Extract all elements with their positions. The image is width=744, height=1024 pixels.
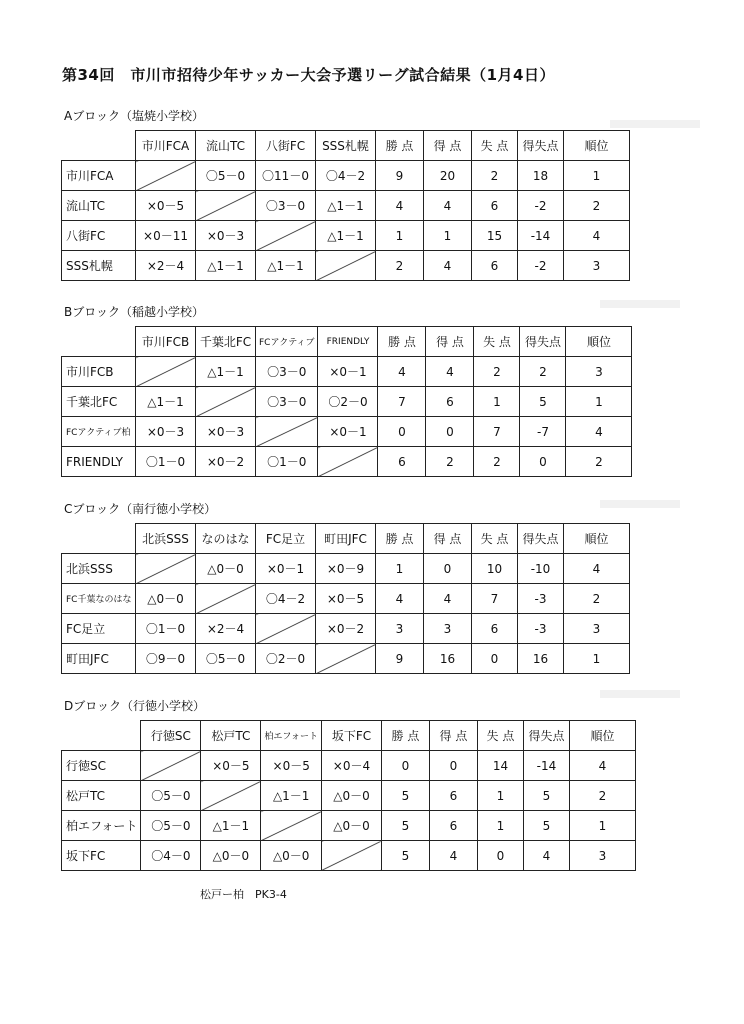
rank: 4 [564,221,630,251]
rank: 1 [569,811,635,841]
stat-header-goal-diff: 得失点 [518,524,564,554]
diagonal-cell [136,357,196,387]
match-result: ×0－5 [201,751,261,781]
points: 5 [381,811,429,841]
match-result: ×0－3 [196,221,256,251]
goals-for: 6 [429,781,477,811]
opponent-header: 市川FCB [136,327,196,357]
match-result: △1－1 [316,221,376,251]
goal-difference: -7 [520,417,566,447]
match-result: △1－1 [201,811,261,841]
show-through-mark [600,500,680,508]
diagonal-cell [261,811,322,841]
goal-difference: -3 [518,584,564,614]
stat-header-goal-diff: 得失点 [523,721,569,751]
goals-for: 4 [424,191,472,221]
corner-cell [62,721,141,751]
goal-difference: -14 [518,221,564,251]
table-row [62,417,632,447]
stat-header-goals-against: 失 点 [474,327,520,357]
table-row [62,161,630,191]
match-result: 〇1－0 [136,614,196,644]
table-row [62,584,630,614]
rank: 2 [564,584,630,614]
stat-header-goals-against: 失 点 [477,721,523,751]
goal-difference: 2 [520,357,566,387]
opponent-header: 行徳SC [141,721,201,751]
table-row [62,357,632,387]
match-result: ×0－3 [136,417,196,447]
match-result: 〇4－2 [316,161,376,191]
stat-header-goals-for: 得 点 [424,524,472,554]
stat-header-rank: 順位 [564,131,630,161]
team-name: 北浜SSS [62,554,136,584]
goals-against: 1 [474,387,520,417]
goals-for: 0 [429,751,477,781]
points: 4 [378,357,426,387]
match-result: 〇11－0 [256,161,316,191]
table-row [62,781,636,811]
show-through-mark [600,300,680,308]
match-result: ×0－2 [316,614,376,644]
match-result: △1－1 [196,357,256,387]
rank: 4 [569,751,635,781]
diagonal-cell [321,841,381,871]
points: 5 [381,781,429,811]
match-result: ×0－4 [321,751,381,781]
corner-cell [62,524,136,554]
match-result: 〇2－0 [318,387,378,417]
match-result: ×0－1 [318,357,378,387]
match-result: ×0－5 [136,191,196,221]
goal-difference: -3 [518,614,564,644]
goals-against: 1 [477,781,523,811]
goals-for: 4 [424,251,472,281]
header-row [62,721,636,751]
match-result: △1－1 [196,251,256,281]
stat-header-goal-diff: 得失点 [518,131,564,161]
stat-header-goals-against: 失 点 [472,524,518,554]
team-name: 市川FCA [62,161,136,191]
goals-against: 2 [474,447,520,477]
team-name: 千葉北FC [62,387,136,417]
match-result: ×0－5 [261,751,322,781]
goals-against: 1 [477,811,523,841]
match-result: △0－0 [321,781,381,811]
rank: 3 [564,614,630,644]
diagonal-cell [136,161,196,191]
team-name: SSS札幌 [62,251,136,281]
diagonal-cell [256,614,316,644]
diagonal-cell [196,191,256,221]
rank: 1 [564,161,630,191]
stat-header-points: 勝 点 [378,327,426,357]
goal-difference: 4 [523,841,569,871]
match-result: △0－0 [136,584,196,614]
goals-against: 6 [472,191,518,221]
opponent-header: 北浜SSS [136,524,196,554]
results-table [61,130,630,281]
show-through-mark [610,120,700,128]
table-row [62,644,630,674]
opponent-header: SSS札幌 [316,131,376,161]
goals-for: 1 [424,221,472,251]
goals-for: 4 [424,584,472,614]
goal-difference: -2 [518,251,564,281]
diagonal-cell [256,221,316,251]
points: 0 [378,417,426,447]
match-result: ×0－5 [316,584,376,614]
points: 4 [376,584,424,614]
opponent-header: なのはな [196,524,256,554]
match-result: ×2－4 [136,251,196,281]
match-result: △0－0 [196,554,256,584]
rank: 2 [564,191,630,221]
team-name: 八街FC [62,221,136,251]
goals-for: 0 [426,417,474,447]
rank: 3 [564,251,630,281]
match-result: 〇3－0 [256,191,316,221]
stat-header-goals-for: 得 点 [429,721,477,751]
diagonal-cell [318,447,378,477]
points: 9 [376,644,424,674]
goals-for: 2 [426,447,474,477]
goals-against: 6 [472,614,518,644]
goal-difference: 16 [518,644,564,674]
opponent-header: 八街FC [256,131,316,161]
opponent-header: FCアクティブ [256,327,318,357]
goals-against: 2 [474,357,520,387]
match-result: ×0－11 [136,221,196,251]
stat-header-goals-for: 得 点 [424,131,472,161]
diagonal-cell [141,751,201,781]
opponent-header: 柏エフォート [261,721,322,751]
team-name: 流山TC [62,191,136,221]
rank: 4 [566,417,632,447]
block-label: Bブロック（稲越小学校） [64,305,204,319]
opponent-header: 流山TC [196,131,256,161]
results-table [61,720,636,871]
rank: 1 [564,644,630,674]
table-row [62,387,632,417]
goal-difference: 0 [520,447,566,477]
team-name: 市川FCB [62,357,136,387]
goal-difference: -10 [518,554,564,584]
header-row [62,131,630,161]
table-row [62,811,636,841]
results-table [61,523,630,674]
team-name: FC千葉なのはな [62,584,136,614]
goal-difference: 5 [523,811,569,841]
goal-difference: 5 [523,781,569,811]
team-name: 行徳SC [62,751,141,781]
match-result: ×0－2 [196,447,256,477]
stat-header-rank: 順位 [564,524,630,554]
team-name: FC足立 [62,614,136,644]
goals-against: 6 [472,251,518,281]
diagonal-cell [136,554,196,584]
table-row [62,614,630,644]
match-result: 〇5－0 [141,811,201,841]
points: 2 [376,251,424,281]
match-result: 〇1－0 [256,447,318,477]
rank: 3 [569,841,635,871]
opponent-header: 町田JFC [316,524,376,554]
table-row [62,841,636,871]
match-result: △0－0 [201,841,261,871]
rank: 4 [564,554,630,584]
points: 9 [376,161,424,191]
match-result: ×0－1 [318,417,378,447]
header-row [62,327,632,357]
match-result: ×0－9 [316,554,376,584]
match-result: △0－0 [261,841,322,871]
opponent-header: 坂下FC [321,721,381,751]
stat-header-rank: 順位 [569,721,635,751]
points: 6 [378,447,426,477]
block-label: Dブロック（行徳小学校） [64,699,206,713]
points: 4 [376,191,424,221]
goal-difference: -14 [523,751,569,781]
goals-against: 0 [472,644,518,674]
pk-note: 松戸ー柏 PK3-4 [200,888,287,901]
goals-against: 15 [472,221,518,251]
stat-header-goals-for: 得 点 [426,327,474,357]
block-label: Cブロック（南行徳小学校） [64,502,217,516]
goals-for: 4 [429,841,477,871]
stat-header-goal-diff: 得失点 [520,327,566,357]
team-name: 坂下FC [62,841,141,871]
stat-header-points: 勝 点 [381,721,429,751]
show-through-mark [600,690,680,698]
diagonal-cell [196,387,256,417]
results-table [61,326,632,477]
header-row [62,524,630,554]
rank: 1 [566,387,632,417]
match-result: 〇5－0 [196,161,256,191]
rank: 3 [566,357,632,387]
goals-against: 2 [472,161,518,191]
team-name: FRIENDLY [62,447,136,477]
goals-for: 4 [426,357,474,387]
match-result: 〇1－0 [136,447,196,477]
opponent-header: FRIENDLY [318,327,378,357]
points: 5 [381,841,429,871]
goals-against: 0 [477,841,523,871]
goals-against: 14 [477,751,523,781]
goal-difference: 18 [518,161,564,191]
diagonal-cell [196,584,256,614]
team-name: 柏エフォート [62,811,141,841]
rank: 2 [569,781,635,811]
stat-header-points: 勝 点 [376,524,424,554]
team-name: FCアクティブ柏 [62,417,136,447]
match-result: 〇5－0 [196,644,256,674]
goal-difference: 5 [520,387,566,417]
goals-for: 0 [424,554,472,584]
goals-against: 7 [472,584,518,614]
team-name: 松戸TC [62,781,141,811]
match-result: △1－1 [136,387,196,417]
match-result: △1－1 [256,251,316,281]
match-result: △1－1 [316,191,376,221]
table-row [62,554,630,584]
team-name: 町田JFC [62,644,136,674]
goals-against: 10 [472,554,518,584]
block-label: Aブロック（塩焼小学校） [64,109,204,123]
match-result: ×0－3 [196,417,256,447]
points: 7 [378,387,426,417]
match-result: 〇3－0 [256,357,318,387]
rank: 2 [566,447,632,477]
opponent-header: 千葉北FC [196,327,256,357]
table-row [62,191,630,221]
match-result: 〇4－0 [141,841,201,871]
table-row [62,221,630,251]
stat-header-points: 勝 点 [376,131,424,161]
diagonal-cell [316,644,376,674]
match-result: △0－0 [321,811,381,841]
diagonal-cell [256,417,318,447]
points: 3 [376,614,424,644]
goals-for: 6 [426,387,474,417]
table-row [62,751,636,781]
points: 1 [376,554,424,584]
match-result: 〇3－0 [256,387,318,417]
goals-against: 7 [474,417,520,447]
opponent-header: 市川FCA [136,131,196,161]
goals-for: 6 [429,811,477,841]
corner-cell [62,131,136,161]
match-result: 〇5－0 [141,781,201,811]
goals-for: 3 [424,614,472,644]
match-result: ×2－4 [196,614,256,644]
stat-header-rank: 順位 [566,327,632,357]
goal-difference: -2 [518,191,564,221]
table-row [62,251,630,281]
match-result: △1－1 [261,781,322,811]
opponent-header: 松戸TC [201,721,261,751]
diagonal-cell [201,781,261,811]
match-result: ×0－1 [256,554,316,584]
points: 0 [381,751,429,781]
points: 1 [376,221,424,251]
corner-cell [62,327,136,357]
opponent-header: FC足立 [256,524,316,554]
match-result: 〇4－2 [256,584,316,614]
goals-for: 16 [424,644,472,674]
stat-header-goals-against: 失 点 [472,131,518,161]
page-title: 第34回 市川市招待少年サッカー大会予選リーグ試合結果（1月4日） [62,66,555,84]
goals-for: 20 [424,161,472,191]
table-row [62,447,632,477]
match-result: 〇9－0 [136,644,196,674]
diagonal-cell [316,251,376,281]
match-result: 〇2－0 [256,644,316,674]
